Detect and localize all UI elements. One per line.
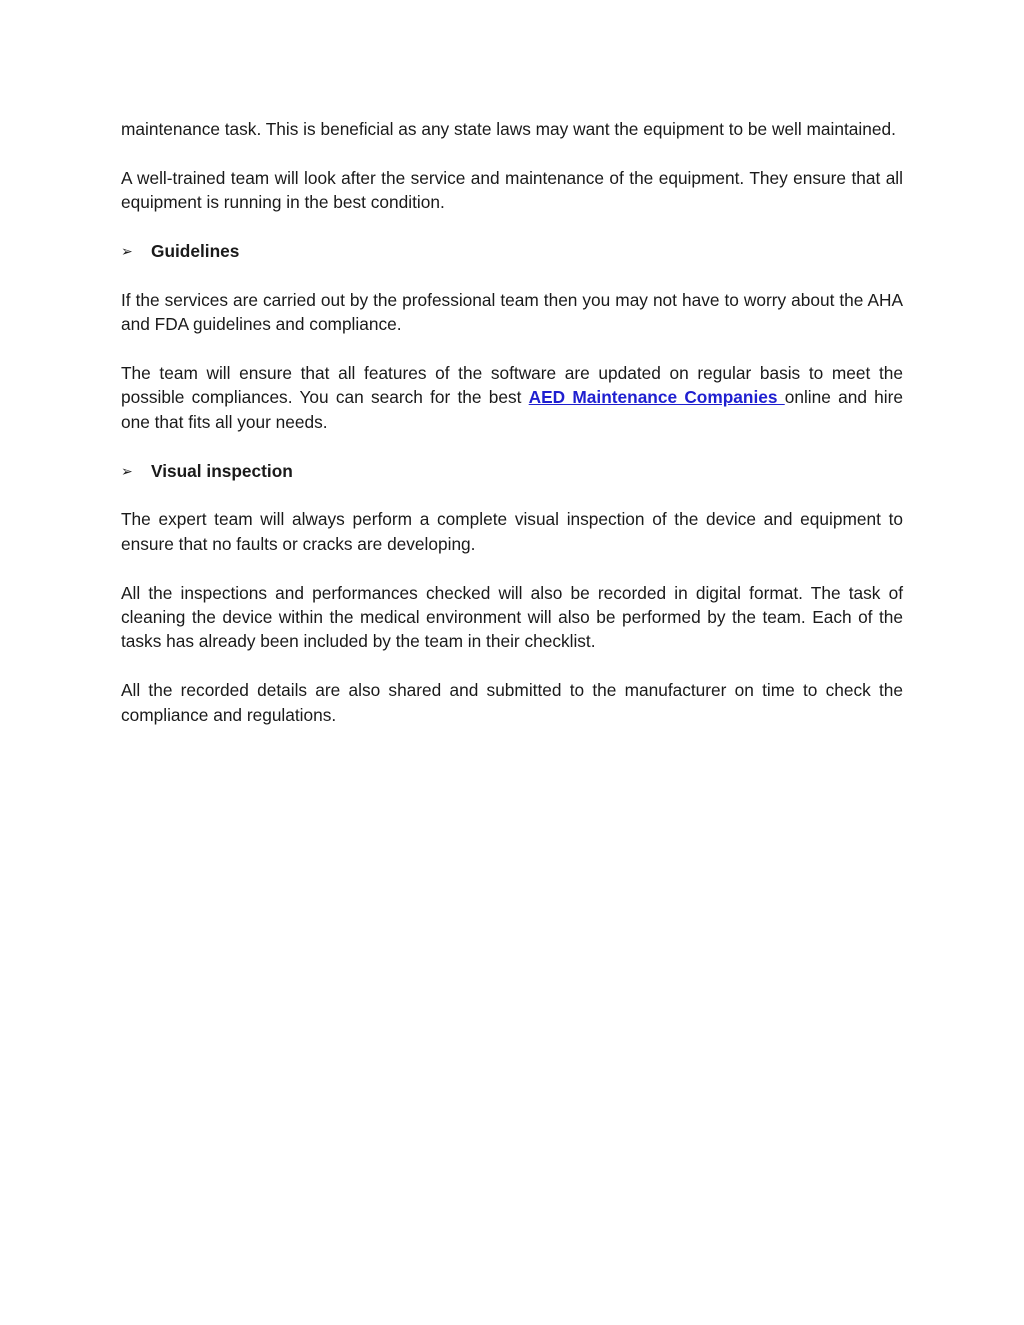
paragraph-text-before-link: The team will ensure that all features of the software are updated on regular basis to meet the possible compliances. You can search for the best: [121, 363, 903, 408]
section-title-guidelines: Guidelines: [151, 241, 240, 261]
paragraph-recorded-details-shared: All the recorded details are also shared and submitted to the manufacturer on time to check the compliance and regulations.: [121, 680, 903, 725]
paragraph-inspections-recorded: All the inspections and performances checked will also be recorded in digital format. The task of cleaning the device within the medical environment will also be performed by the team. Each of the tasks has already been included by the team in their checklist.: [121, 582, 903, 652]
paragraph-software-updates: [121, 361, 903, 434]
paragraph-expert-team-inspection: The expert team will always perform a complete visual inspection of the device and equipment to ensure that no faults or cracks are developing.: [121, 509, 903, 554]
section-title-visual-inspection: Visual inspection: [151, 460, 293, 481]
paragraph-maintenance-task: maintenance task. This is beneficial as any state laws may want the equipment to be well maintained.: [121, 119, 896, 139]
paragraph-text-after-link: online and hire one that fits all your needs.: [121, 387, 904, 432]
arrow-bullet-icon: ➢: [121, 243, 133, 259]
aed-maintenance-companies-link[interactable]: AED Maintenance Companies: [528, 387, 785, 408]
arrow-bullet-icon: ➢: [121, 462, 133, 479]
paragraph-well-trained-team: A well-trained team will look after the service and maintenance of the equipment. They ensure that all equipment is running in the best condition.: [121, 167, 903, 213]
section-heading-visual-inspection: [121, 459, 903, 483]
paragraph-professional-team: If the services are carried out by the professional team then you may not have to worry about the AHA and FDA guidelines and compliance.: [121, 289, 903, 335]
document-page: [121, 117, 903, 751]
section-heading-guidelines: [121, 239, 903, 263]
